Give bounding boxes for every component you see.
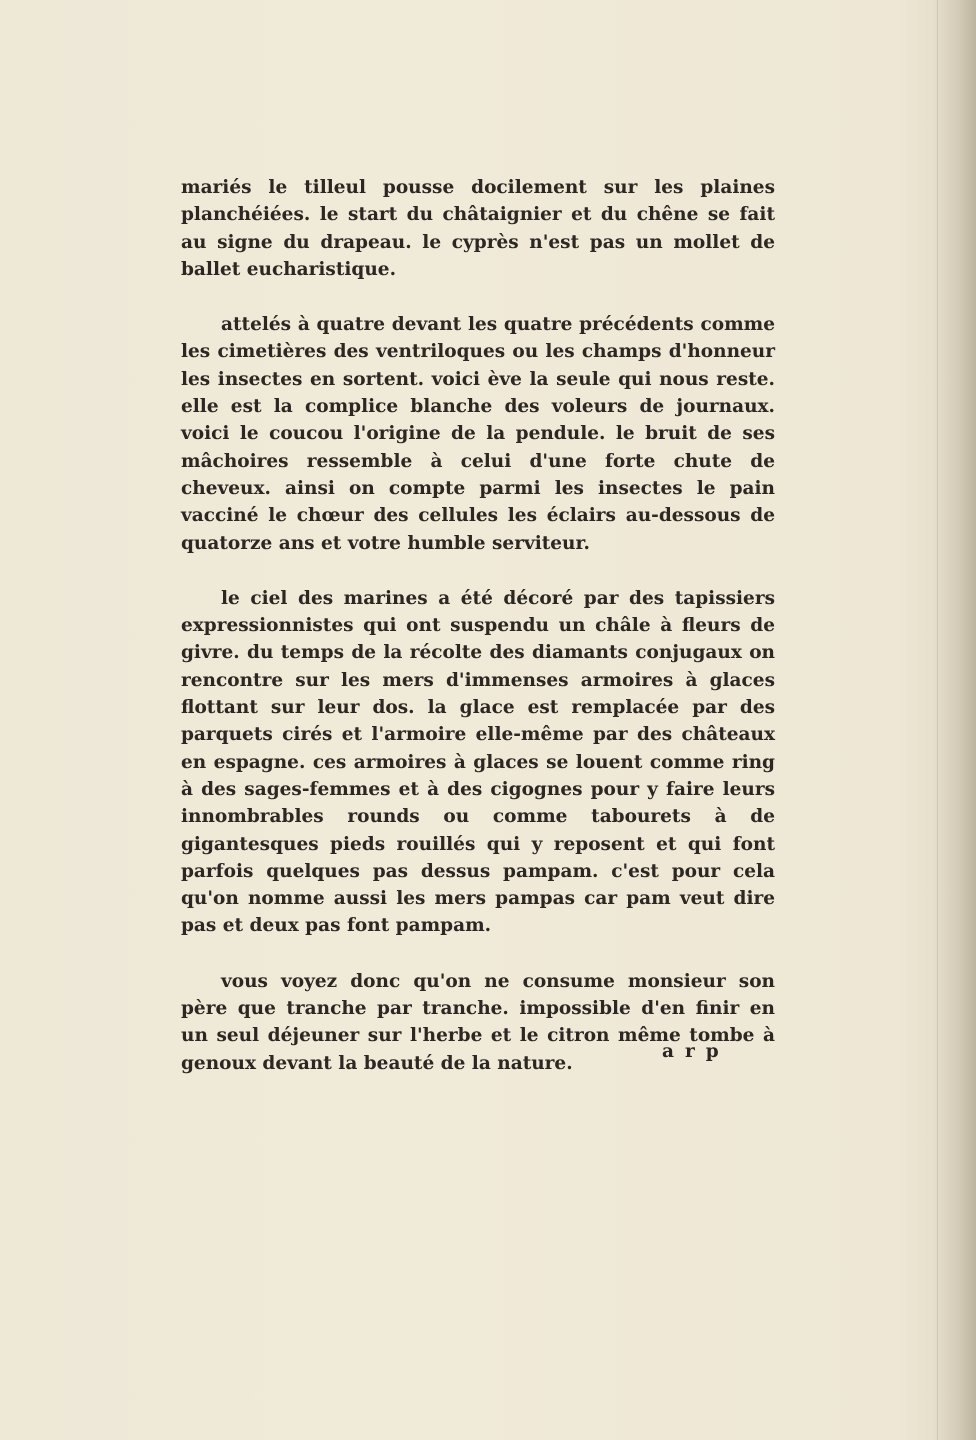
page-fold-line <box>937 0 938 1440</box>
paragraph-3: le ciel des marines a été décoré par des tapissiers expressionnistes qui ont suspendu un châle à fleurs de givre. du temps de la récolte des diamants conjugaux on rencontre sur les mers d'immenses armoires à glaces flottant sur leur dos. la glace est remplacée par des parquets cirés et l'armoire elle-même par des châteaux en espagne. ces armoires à glaces se louent comme ring à des sages-femmes et à des cigognes pour y faire leurs innombrables rounds ou comme tabourets à de gigantesques pieds rouillés qui y reposent et qui font parfois quelques pas dessus pampam. c'est pour cela qu'on nomme aussi les mers pampas car pam veut dire pas et deux pas font pampam. <box>181 587 775 937</box>
paragraph-2: attelés à quatre devant les quatre précédents comme les cimetières des ventriloques ou les champs d'honneur les insectes en sortent. voici ève la seule qui nous reste. elle est la complice blanche des voleurs de journaux. voici le coucou l'origine de la pendule. le bruit de ses mâchoires ressemble à celui d'une forte chute de cheveux. ainsi on compte parmi les insectes le pain vacciné le chœur des cellules les éclairs au-dessous de quatorze ans et votre humble serviteur. <box>181 314 775 554</box>
paragraph-1: mariés le tilleul pousse docilement sur les plaines planchéiées. le start du châtaignier et du chêne se fait au signe du drapeau. le cyprès n'est pas un mollet de ballet eucharistique. <box>181 177 775 280</box>
body-text <box>181 174 775 1105</box>
author-signature: arp <box>662 1041 730 1062</box>
paragraph-4: vous voyez donc qu'on ne consume monsieur son père que tranche par tranche. impossible d'en finir en un seul déjeuner sur l'herbe et le citron même tombe à genoux devant la beauté de la nature. <box>181 970 775 1074</box>
page-edge-shadow <box>932 0 976 1440</box>
